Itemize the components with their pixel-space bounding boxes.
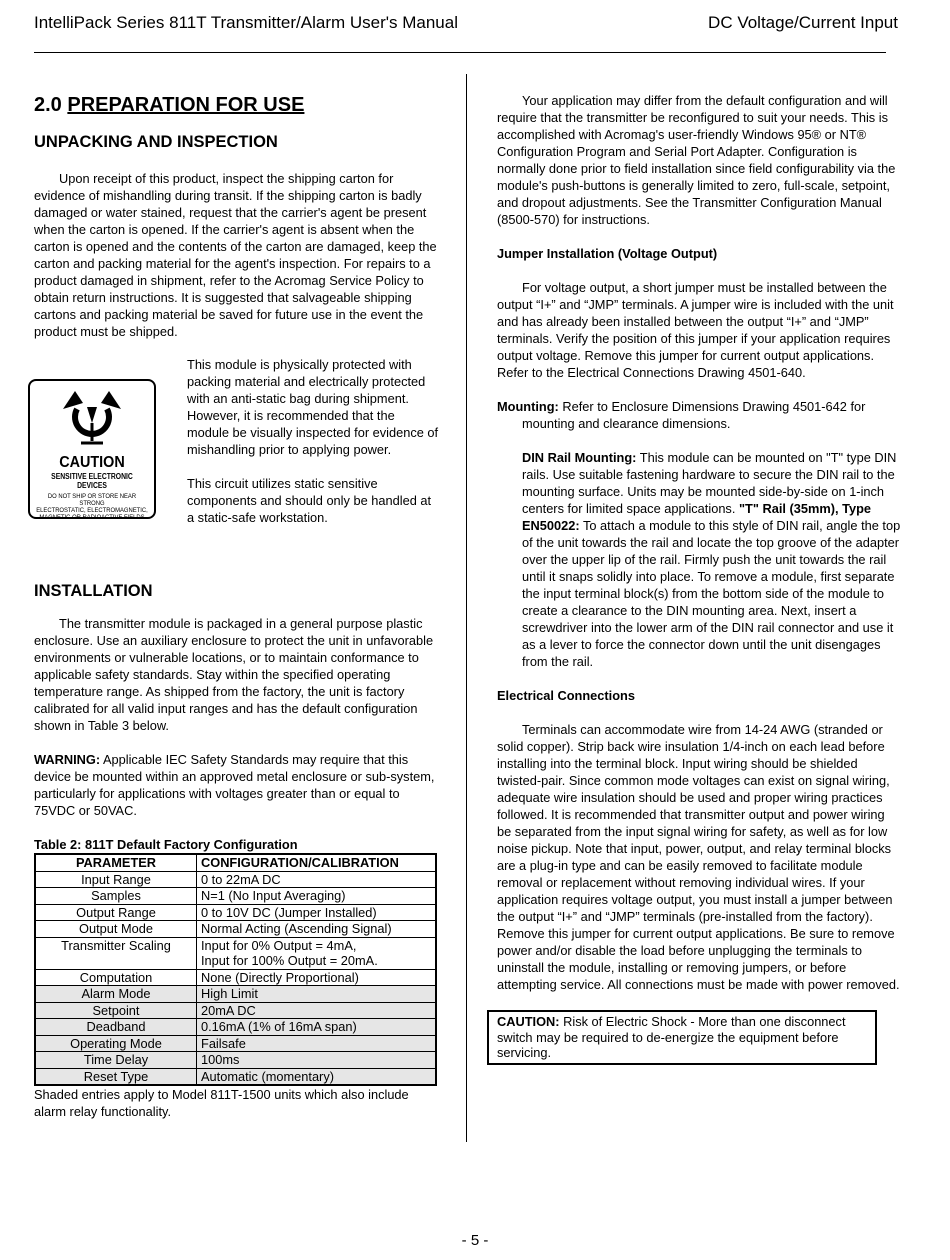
section-title: PREPARATION FOR USE: [67, 94, 305, 116]
table-cell-value: [197, 921, 437, 938]
table-row: [35, 921, 436, 938]
table-row: [35, 1068, 436, 1085]
table-row: [35, 937, 436, 969]
table-row: [35, 1035, 436, 1052]
esd-warning-line-1: DO NOT SHIP OR STORE NEAR STRONG: [47, 493, 137, 507]
table-cell-value: [197, 1068, 437, 1085]
table-row: [35, 986, 436, 1003]
shock-caution-label: CAUTION:: [497, 1014, 560, 1029]
table-cell-value: [197, 871, 437, 888]
shock-caution-box: [487, 1010, 877, 1065]
table-cell-value: [197, 1002, 437, 1019]
table-cell-value-line: 0 to 22mA DC: [201, 871, 281, 887]
installation-paragraph: The transmitter module is packaged in a general purpose plastic enclosure. Use an auxiliary enclosure to protect the unit in unfavorable environments or vulnerable locations, or to maintain conformance to applicable safety standards. Stay within the specified operating temperature range. As shipped from the factory, the unit is factory calibrated for all valid input ranges and has the default configuration shown in Table 3 below.: [34, 616, 434, 733]
mounting-paragraph: [497, 398, 901, 432]
table-cell-value-line: Automatic (momentary): [201, 1068, 334, 1084]
config-table: [34, 853, 437, 1086]
warning-text: Applicable IEC Safety Standards may require that this device be mounted within an approved metal enclosure or sub-system, particularly for applications with voltages greater than or equal to 75VDC or 50VAC.: [34, 752, 435, 818]
table-cell-value: [197, 986, 437, 1003]
trail-label: "T" Rail (35mm), Type EN50022:: [522, 501, 872, 533]
esd-caution-label: [28, 379, 156, 519]
table-cell-value-line: None (Directly Proportional): [201, 969, 359, 985]
shock-caution-text: Risk of Electric Shock - More than one disconnect switch may be required to de-energize the equipment before servicing.: [497, 1014, 846, 1060]
table-row: [35, 1052, 436, 1069]
unpacking-heading: UNPACKING AND INSPECTION: [34, 133, 278, 151]
esd-paragraph-1: This module is physically protected with packing material and electrically protected with an anti-static bag during shipment. However, it is recommended that the module be visually inspected for evidence of mishandling prior to applying power.: [187, 357, 439, 457]
table-cell-value: [197, 904, 437, 921]
esd-block: [34, 356, 438, 564]
table-cell-value: [197, 1019, 437, 1036]
header-rule: [34, 52, 886, 53]
table-row: [35, 904, 436, 921]
table-cell-parameter: Transmitter Scaling: [35, 937, 197, 969]
table-cell-value-line: High Limit: [201, 986, 258, 1001]
table-cell-parameter: Output Range: [35, 904, 197, 921]
table-cell-value: [197, 888, 437, 905]
table-cell-value-line: Failsafe: [201, 1035, 246, 1051]
section-heading: [34, 92, 438, 118]
table-cell-value-line: 0.16mA (1% of 16mA span): [201, 1019, 357, 1034]
installation-heading: INSTALLATION: [34, 582, 153, 600]
table-cell-value-line: Input for 100% Output = 20mA.: [201, 953, 378, 968]
table-cell-parameter: Reset Type: [35, 1068, 197, 1085]
din-paragraph: [497, 449, 901, 670]
esd-caution-title: CAUTION: [59, 454, 125, 471]
table-header-parameter: PARAMETER: [35, 854, 197, 871]
intro-paragraph: Your application may differ from the default configuration and will require that the transmitter be reconfigured to suit your needs. This is accomplished with Acromag's user-friendly Windows 95® or NT® Configuration Program and Serial Port Adapter. Configuration is normally done prior to field installation since field configurability via the module's push-buttons is generally limited to zero, full-scale, setpoint, and dropout adjustments. See the Transmitter Configuration Manual (8500-570) for instructions.: [497, 93, 896, 227]
header-manual-title: IntelliPack Series 811T Transmitter/Alarm User's Manual: [34, 13, 458, 32]
table-cell-value: [197, 937, 437, 969]
table-cell-value-line: N=1 (No Input Averaging): [201, 888, 346, 903]
right-column: [497, 92, 901, 1065]
table-header-config: CONFIGURATION/CALIBRATION: [197, 854, 437, 871]
mounting-text: Refer to Enclosure Dimensions Drawing 4501-642 for mounting and clearance dimensions.: [522, 399, 866, 431]
table-caption: Table 2: 811T Default Factory Configuration: [34, 837, 298, 852]
mounting-label: Mounting:: [497, 399, 559, 414]
jumper-heading: Jumper Installation (Voltage Output): [497, 246, 718, 261]
unpacking-paragraph: Upon receipt of this product, inspect the shipping carton for evidence of mishandling during transit. If the shipping carton is badly damaged or water stained, request that the carrier's agent be present when the carton is opened. If the carrier's agent is absent when the carton is opened and the contents of the carton are damaged, keep the carton and packing material for the agent's inspection. For repairs to a product damaged in shipment, refer to the Acromag Service Policy to obtain return instructions. It is suggested that salvageable shipping cartons and packing material be saved for future use in the event the product must be shipped.: [34, 171, 437, 339]
table-row: [35, 888, 436, 905]
table-cell-parameter: Computation: [35, 969, 197, 986]
table-cell-parameter: Time Delay: [35, 1052, 197, 1069]
table-cell-value-line: Input for 0% Output = 4mA,: [201, 937, 357, 953]
din-text: This module can be mounted on "T" type DIN rails. Use suitable fastening hardware to secure the DIN rail to the mounting surface. Units may be mounted side-by-side on 1-inch centers for limited space applications.: [522, 450, 897, 516]
table-cell-value-line: 100ms: [201, 1052, 240, 1067]
table-cell-parameter: Input Range: [35, 871, 197, 888]
warning-paragraph: [34, 751, 438, 819]
esd-paragraph-2: This circuit utilizes static sensitive components and should only be handled at a static-safe workstation.: [187, 476, 432, 525]
header-section-title: DC Voltage/Current Input: [708, 13, 898, 32]
esd-warning-line-2: ELECTROSTATIC, ELECTROMAGNETIC,: [36, 507, 148, 514]
trail-text: To attach a module to this style of DIN rail, angle the top of the unit towards the rail and locate the top groove of the adapter over the upper lip of the rail. Firmly push the unit towards the rail until it snaps solidly into place. To remove a module, first separate the input terminal block(s) from the bottom side of the module to create a clearance to the DIN mounting area. Next, insert a screwdriver into the lower arm of the DIN rail connector and use it as a lever to force the connector down until the unit disengages from the rail.: [522, 518, 901, 669]
table-row: [35, 969, 436, 986]
section-number: 2.0: [34, 94, 62, 116]
left-column: [34, 92, 438, 1120]
table-cell-value-line: 20mA DC: [201, 1002, 256, 1018]
table-note: Shaded entries apply to Model 811T-1500 units which also include alarm relay functionality.: [34, 1087, 409, 1119]
electrical-paragraph: Terminals can accommodate wire from 14-24 AWG (stranded or solid copper). Strip back wire insulation 1/4-inch on each lead before installing into the terminal block. Input wiring should be shielded twisted-pair. Since common mode voltages can exist on signal wiring, adequate wire insulation should be used and proper wiring practices followed. It is recommended that transmitter output and power wiring be separated from the input signal wiring for safety, as well as for low noise pickup. Note that input, power, output, and relay terminal blocks are a plug-in type and can be easily removed to facilitate module removal or replacement without removing individual wires. If your application requires voltage output, you must install a jumper between the output “I+” and “JMP” terminals (pre-installed from the factory). Remove this jumper for current output applications. Be sure to remove power and/or disable the load before unplugging the terminals to uninstall the module, installing or removing jumpers, or before attempting service. All connections must be made with power removed.: [497, 722, 900, 992]
warning-label: WARNING:: [34, 752, 101, 767]
esd-warning-line-3: MAGNETIC OR RADIOACTIVE FIELDS: [39, 514, 145, 521]
table-cell-parameter: Alarm Mode: [35, 986, 197, 1003]
column-divider: [466, 74, 467, 1142]
table-cell-parameter: Deadband: [35, 1019, 197, 1036]
table-cell-value-line: 0 to 10V DC (Jumper Installed): [201, 904, 377, 920]
din-label: DIN Rail Mounting:: [522, 450, 637, 465]
jumper-paragraph: For voltage output, a short jumper must be installed between the output “I+” and “JMP” terminals. A jumper wire is included with the unit and has already been installed between the output “I+” and “JMP” terminals. Verify the position of this jumper if your application requires output voltage. Remove this jumper for current output applications. Refer to the Electrical Connections Drawing 4501-640.: [497, 280, 894, 380]
esd-caution-subtitle: SENSITIVE ELECTRONIC DEVICES: [51, 472, 133, 490]
table-cell-value: [197, 969, 437, 986]
table-cell-parameter: Operating Mode: [35, 1035, 197, 1052]
table-cell-value: [197, 1035, 437, 1052]
table-cell-value: [197, 1052, 437, 1069]
table-cell-value-line: Normal Acting (Ascending Signal): [201, 921, 392, 936]
table-cell-parameter: Output Mode: [35, 921, 197, 938]
page-number: - 5 -: [461, 1232, 489, 1249]
table-row: [35, 871, 436, 888]
table-cell-parameter: Samples: [35, 888, 197, 905]
esd-hand-icon: [57, 385, 127, 447]
table-row: [35, 1019, 436, 1036]
electrical-heading: Electrical Connections: [497, 688, 635, 703]
table-cell-parameter: Setpoint: [35, 1002, 197, 1019]
table-row: [35, 1002, 436, 1019]
